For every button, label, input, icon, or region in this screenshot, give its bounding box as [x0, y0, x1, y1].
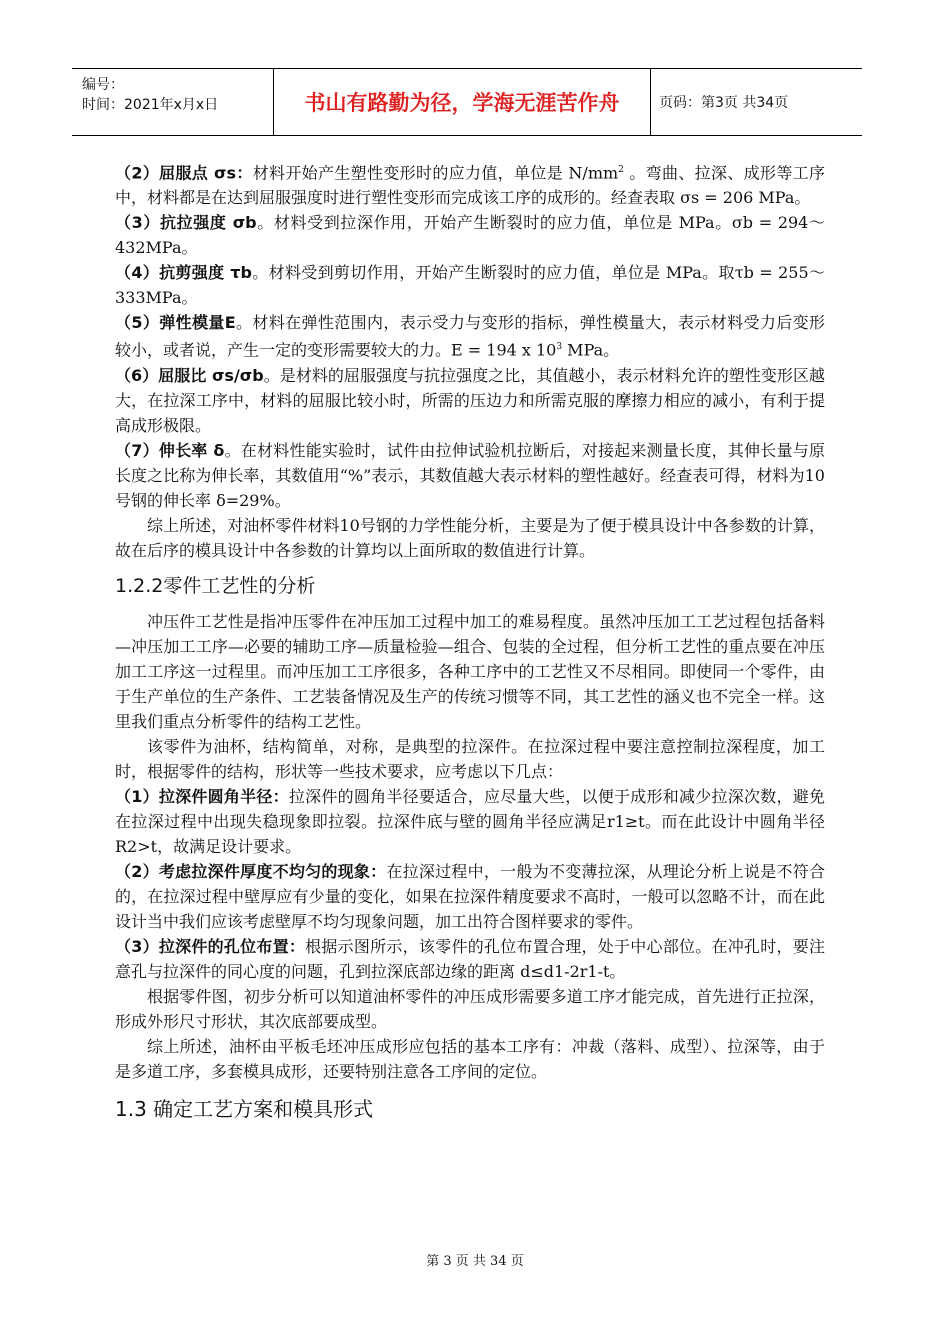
text-yield-point: 材料开始产生塑性变形时的应力值，单位是 N/mm [252, 163, 619, 183]
paragraph-summary-mechanics: 综上所述，对油杯零件材料10号钢的力学性能分析，主要是为了便于模具设计中各参数的计算，故在后序的模具设计中各参数的计算均以上面所取的数值进行计算。 [115, 515, 825, 560]
text-tensile-strength: 。材料受到拉深作用，开始产生断裂时的应力值，单位是 MPa。σb = 294～432MPa。 [115, 213, 825, 258]
text-elastic-modulus: 。材料在弹性范围内，表示受力与变形的指标，弹性模量大，表示材料受力后变形较小，或者说，产生一定的变形需要较大的力。E = 194 x 10 [115, 313, 825, 360]
lead-hole-layout: （3）拉深件的孔位布置： [115, 936, 306, 956]
paragraph-yield-point [115, 158, 825, 210]
lead-fillet-radius: （1）拉深件圆角半径： [115, 786, 289, 806]
header-meta [72, 69, 274, 135]
paragraph-fillet-radius [115, 784, 825, 859]
rest-yield-point: 。弯曲、拉深、成形等工序中，材料都是在达到屈服强度时进行塑性变形而完成该工序的成形的。经查表取 σs = 206 MPa。 [115, 163, 825, 208]
header-motto: 书山有路勤为径，学海无涯苦作舟 [274, 69, 651, 135]
lead-thickness: （2）考虑拉深件厚度不均匀的现象： [115, 861, 387, 881]
text-fillet-radius: 拉深件的圆角半径要适合，应尽量大些，以便于成形和减少拉深次数，避免在拉深过程中出现失稳现象即拉裂。拉深件底与壁的圆角半径应满足r1≥t。而在此设计中圆角半径R2>t，故满足设计要求。 [115, 786, 825, 856]
heading-1-2-2: 1.2.2零件工艺性的分析 [115, 574, 316, 597]
number-label: 编号： [82, 77, 124, 93]
sup-elastic-modulus: 3 [556, 342, 563, 353]
paragraph-hole-layout [115, 934, 825, 984]
page-header [72, 68, 862, 136]
document-body [115, 158, 825, 1132]
paragraph-elastic-modulus [115, 310, 825, 362]
text-shear-strength: 。材料受到剪切作用，开始产生断裂时的应力值，单位是 MPa。取τb = 255～333MPa。 [115, 263, 825, 308]
paragraph-thickness [115, 859, 825, 934]
paragraph-shear-strength [115, 260, 825, 310]
lead-tensile-strength: （3）抗拉强度 σb [115, 213, 257, 233]
text-thickness: 在拉深过程中，一般为不变薄拉深，从理论分析上说是不符合的，在拉深过程中壁厚应有少量的变化，如果在拉深件精度要求不高时，一般可以忽略不计，而在此设计当中我们应该考虑壁厚不均匀现象问题，加工出符合图样要求的零件。 [115, 861, 825, 931]
time-label: 时间：2021年x月x日 [82, 97, 219, 113]
paragraph-process-definition: 冲压件工艺性是指冲压零件在冲压加工过程中加工的难易程度。虽然冲压加工工艺过程包括备料—冲压加工工序—必要的辅助工序—质量检验—组合、包装的全过程，但分析工艺性的重点要在冲压加工工序这一过程里。而冲压加工工序很多，各种工序中的工艺性又不尽相同。即使同一个零件，由于生产单位的生产条件、工艺装备情况及生产的传统习惯等不同，其工艺性的涵义也不完全一样。这里我们重点分析零件的结构工艺性。 [115, 611, 825, 731]
sup-yield-point: 2 [618, 165, 624, 175]
text-elongation: 。在材料性能实验时，试件由拉伸试验机拉断后，对接起来测量长度，其伸长量与原长度之比称为伸长率，其数值用“%”表示，其数值越大表示材料的塑性越好。经查表可得，材料为10号钢的伸长率 δ=29%。 [115, 440, 825, 510]
rest-elastic-modulus: MPa。 [562, 340, 620, 360]
text-hole-layout: 根据示图所示，该零件的孔位布置合理，处于中心部位。在冲孔时，要注意孔与拉深件的同心度的问题，孔到拉深底部边缘的距离 d≤d1-2r1-t。 [115, 936, 825, 981]
header-page-info: 页码：第3页 共34页 [659, 95, 789, 111]
page-footer: 第 3 页 共 34 页 [426, 1254, 524, 1269]
lead-elongation: （7）伸长率 δ [115, 440, 225, 460]
heading-1-3: 1.3 确定工艺方案和模具形式 [115, 1096, 374, 1121]
lead-yield-ratio: （6）屈服比 σs/σb [115, 365, 264, 385]
paragraph-yield-ratio [115, 363, 825, 438]
paragraph-part-description: 该零件为油杯，结构简单，对称，是典型的拉深件。在拉深过程中要注意控制拉深程度，加工时，根据零件的结构，形状等一些技术要求，应考虑以下几点： [115, 736, 825, 781]
text-yield-ratio: 。是材料的屈服强度与抗拉强度之比，其值越小，表示材料允许的塑性变形区越大，在拉深工序中，材料的屈服比较小时，所需的压边力和所需克服的摩擦力相应的减小，有利于提高成形极限。 [115, 365, 825, 435]
lead-shear-strength: （4）抗剪强度 τb [115, 263, 252, 283]
paragraph-elongation [115, 438, 825, 513]
paragraph-summary-process: 综上所述，油杯由平板毛坯冲压成形应包括的基本工序有：冲裁（落料、成型）、拉深等，由于是多道工序，多套模具成形，还要特别注意各工序间的定位。 [115, 1036, 825, 1081]
paragraph-preliminary-analysis: 根据零件图，初步分析可以知道油杯零件的冲压成形需要多道工序才能完成，首先进行正拉深，形成外形尺寸形状，其次底部要成型。 [115, 986, 825, 1031]
lead-elastic-modulus: （5）弹性模量E [115, 313, 236, 333]
lead-yield-point: （2）屈服点 σs： [115, 163, 253, 183]
paragraph-tensile-strength [115, 210, 825, 260]
